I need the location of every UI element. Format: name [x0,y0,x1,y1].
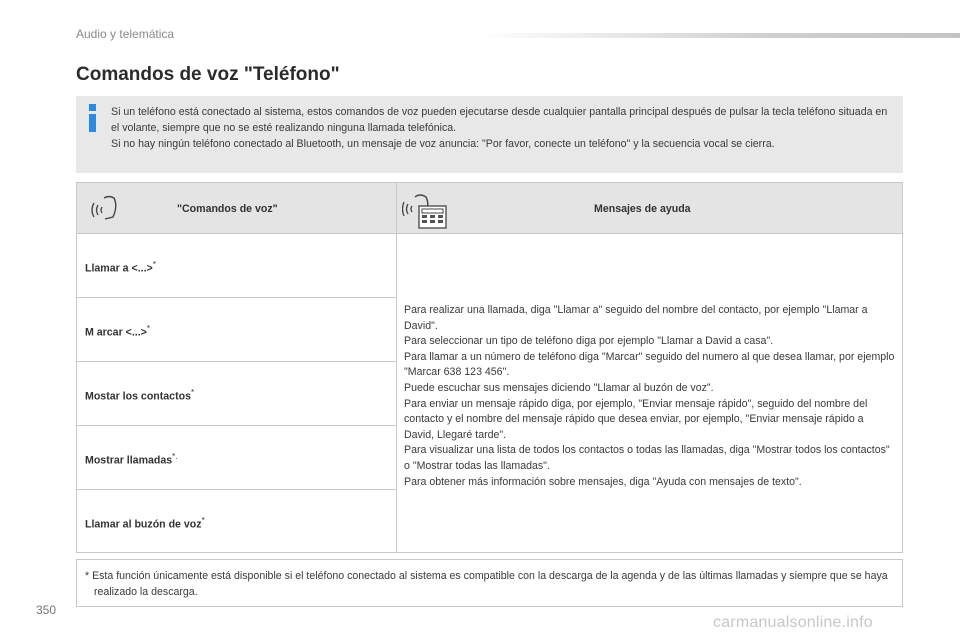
help-line: Para enviar un mensaje rápido diga, por ejemplo, "Enviar mensaje rápido", seguido del nombre del contacto y el nombre del mensaje rápido que desea enviar, por ejemplo, "Enviar mensaje rápido a David, Llegaré tarde". [404,397,868,441]
header-commands [77,183,397,234]
page-title: Comandos de voz "Teléfono" [76,64,340,85]
page-number: 350 [36,603,57,617]
command-label: Llamar a <...>* [85,260,156,275]
watermark: carmanualsonline.info [713,614,873,631]
command-row [77,298,397,362]
command-row [77,426,397,490]
help-line: Para llamar a un número de teléfono diga "Marcar" seguido del numero al que desea llamar, por ejemplo "Marcar 638 123 456". [404,350,895,379]
help-line: Para seleccionar un tipo de teléfono diga por ejemplo "Llamar a David a casa". [404,335,774,348]
voice-command-icon [89,191,121,223]
command-row [77,234,397,298]
info-paragraph: Si no hay ningún teléfono conectado al Bluetooth, un mensaje de voz anuncia: "Por favor, conecte un teléfono" y la secuencia vocal se cierra. [111,138,775,150]
footnote-text: * Esta función únicamente está disponible si el teléfono conectado al sistema es compatible con la descarga de la agenda y de las últimas llamadas y siempre que se haya realizado la descarga. [85,570,888,598]
header-rule [478,33,960,38]
help-line: Para visualizar una lista de todos los contactos o todas las llamadas, diga "Mostrar todos los contactos" o "Mostrar todas las llamadas". [404,444,890,472]
voice-help-icon [402,191,448,229]
info-text [111,104,891,152]
footnote-box [76,559,903,607]
voice-commands-table [76,182,903,553]
help-text [404,303,896,490]
header-help [397,183,902,234]
command-label: Llamar al buzón de voz* [85,516,205,531]
help-line: Puede escuchar sus mensajes diciendo "Llamar al buzón de voz". [404,381,714,394]
info-icon [86,103,100,133]
command-row [77,362,397,426]
command-label: M arcar <...>* [85,324,150,339]
header-help-label: Mensajes de ayuda [594,203,691,215]
header-commands-label: "Comandos de voz" [177,203,278,215]
command-label: Mostrar llamadas*. [85,452,178,467]
help-cell [397,234,902,552]
help-line: Para obtener más información sobre mensajes, diga "Ayuda con mensajes de texto". [404,475,802,488]
help-line: Para realizar una llamada, diga "Llamar a" seguido del nombre del contacto, por ejemplo "Llamar a David". [404,304,868,332]
info-box [76,96,903,173]
info-paragraph: Si un teléfono está conectado al sistema, estos comandos de voz pueden ejecutarse desde cualquier pantalla principal después de pulsar la tecla teléfono situada en el volante, siempre que no se esté realizando ninguna llamada telefónica. [111,106,888,134]
section-header: Audio y telemática [76,27,175,41]
command-row [77,490,397,552]
command-label: Mostar los contactos* [85,388,195,403]
